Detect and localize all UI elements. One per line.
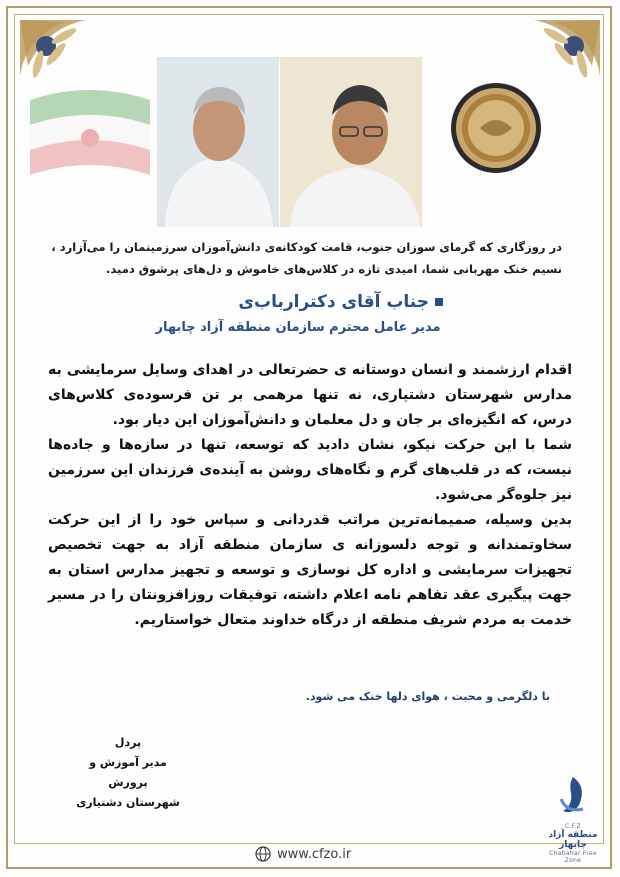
logo-name: منطقه آزاد چابهار	[548, 830, 598, 850]
cfz-logo-icon	[553, 775, 593, 819]
signature-block	[68, 733, 188, 813]
cfz-logo	[540, 775, 606, 865]
corner-ornament-icon	[16, 16, 106, 86]
intro-line-1: در روزگاری که گرمای سوزان جنوب، قامت کودکانه‌ی دانش‌آموزان سرزمینمان را می‌آزارد ،	[51, 240, 562, 254]
letter-body	[48, 358, 572, 633]
corner-ornament-icon	[514, 16, 604, 86]
photo-official-right	[280, 57, 422, 227]
square-bullet-icon	[435, 298, 443, 306]
intro-line-2: نسیم خنک مهربانی شما، امیدی تازه در کلاس‌های خاموش و دل‌های پرشوق دمید.	[106, 262, 562, 276]
website-link[interactable]: www.cfzo.ir	[277, 846, 352, 862]
logo-initials: C.F.Z	[564, 823, 582, 830]
iran-flag-icon	[30, 80, 150, 190]
closing-line: با دلگرمی و محبت ، هوای دلها خنک می شود.	[305, 690, 550, 703]
recipient-name: جناب آقای دکترارباب‌ی	[238, 292, 429, 312]
body-paragraph-3: بدین وسیله، صمیمانه‌ترین مراتب قدردانی و سپاس خود را از این حرکت سخاوتمندانه و توجه دلسوزانه ی سازمان منطقه آزاد به جهت تخصیص تجهیزات سرمایشی و اداره کل نوسازی و توسعه و تجهیز مدارس استان به جهت پیگیری عقد تفاهم نامه اعلام داشته، توفیقات روزافزونتان را در مسیر خدمت به مردم شریف منطقه از درگاه خداوند متعال خواستاریم.	[48, 512, 572, 628]
signature-org: شهرستان دشتیاری	[76, 796, 180, 809]
honorific-title	[173, 292, 443, 312]
logo-subtitle: Chabahar Free Zone	[549, 850, 597, 864]
signature-title: مدیر آموزش و پرورش	[89, 756, 167, 789]
intro-text	[42, 236, 562, 280]
signature-name: پردل	[114, 736, 142, 749]
body-paragraph-1: اقدام ارزشمند و انسان دوستانه ی حضرتعالی در اهدای وسایل سرمایشی به مدارس شهرستان دشتیاری، نه تنها مرهمی بر تن فرسوده‌ی کلاس‌های درس، که انگیزه‌ای بر جان و دل معلمان و دانش‌آموزان این دیار بود.	[48, 362, 572, 428]
body-paragraph-2: شما با این حرکت نیکو، نشان دادید که توسعه، تنها در سازه‌ها و جاده‌ها نیست، که در قلب‌های گرم و نگاه‌های روشن به آینده‌ی فرزندان این سرزمین نیز جلوه‌گر می‌شود.	[48, 437, 572, 503]
website-footer	[255, 846, 351, 862]
photo-official-left	[157, 57, 279, 227]
gold-seal-icon	[450, 82, 542, 174]
globe-icon	[255, 846, 271, 862]
recipient-role: مدیر عامل محترم سازمان منطقه آزاد چابهار	[155, 320, 441, 335]
